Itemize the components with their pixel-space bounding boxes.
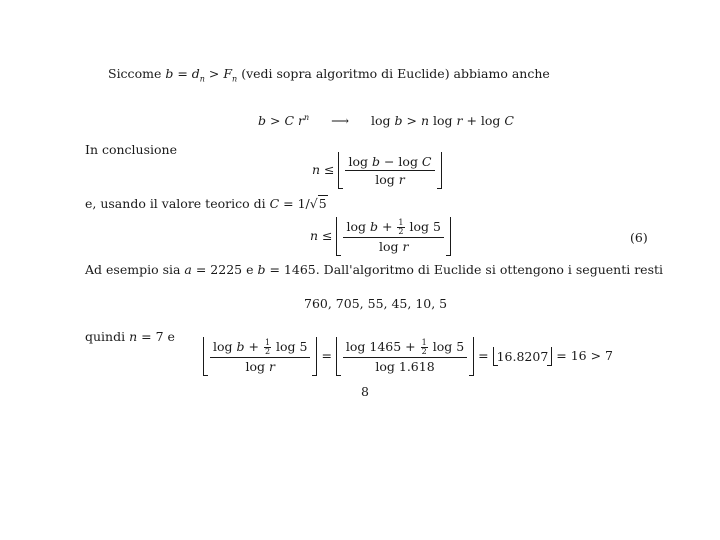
implies-arrow: ⟶	[331, 113, 350, 129]
esempio-text: Ad esempio sia	[85, 262, 181, 277]
final-result: 16	[570, 348, 587, 363]
usando-line: e, usando il valore teorico di C = 1/√5	[85, 196, 327, 211]
equation-6: n ≤ log b + $\frac{1}{2}$ log 5 log r	[310, 219, 451, 254]
a-value: 2225	[210, 262, 243, 277]
final-b-num: 1465	[369, 339, 402, 354]
equation-final: log b + $\frac{1}{2}$ log 5 log r = log 1465 + $\frac{1}{2}$ log 5 log 1.618 = 16.8207 = 16 > 7	[203, 339, 613, 374]
usando-text: e, usando il valore teorico di	[85, 196, 266, 211]
quindi-word: quindi	[85, 329, 126, 344]
floor-value: 16.8207	[496, 349, 549, 364]
final-r-num: 1.618	[398, 359, 435, 374]
conclusione-text: In conclusione	[85, 142, 177, 157]
equation-n-bound: n ≤ $\frac{\text{log b − log C}}{\text{log r}}$	[312, 154, 442, 187]
intro-paren-text: (vedi sopra algoritmo di Euclide) abbiamo anche	[241, 66, 550, 81]
quindi-conj: e	[167, 329, 175, 344]
esempio-line: Ad esempio sia a = 2225 e b = 1465. Dall'algoritmo di Euclide si ottengono i seguenti resti	[85, 262, 663, 277]
equation-b-inequality: b > C $r^n$ ⟶ log b > n log r + log C	[258, 113, 514, 129]
intro-line: Siccome $b = d_n > F_n$ (vedi sopra algoritmo di Euclide) abbiamo anche	[108, 66, 550, 84]
equation-label: (6)	[630, 230, 648, 245]
b-value: 1465	[283, 262, 316, 277]
n-value: 7	[155, 329, 164, 344]
esempio-conj: e	[246, 262, 254, 277]
final-n-compare: 7	[605, 348, 613, 363]
quindi-text: quindi n = 7 e	[85, 329, 175, 344]
intro-word: Siccome	[108, 66, 162, 81]
esempio-rest-text: . Dall'algoritmo di Euclide si ottengono i seguenti resti	[315, 262, 663, 277]
page-number: 8	[361, 384, 369, 399]
resti-list: 760, 705, 55, 45, 10, 5	[304, 296, 448, 311]
